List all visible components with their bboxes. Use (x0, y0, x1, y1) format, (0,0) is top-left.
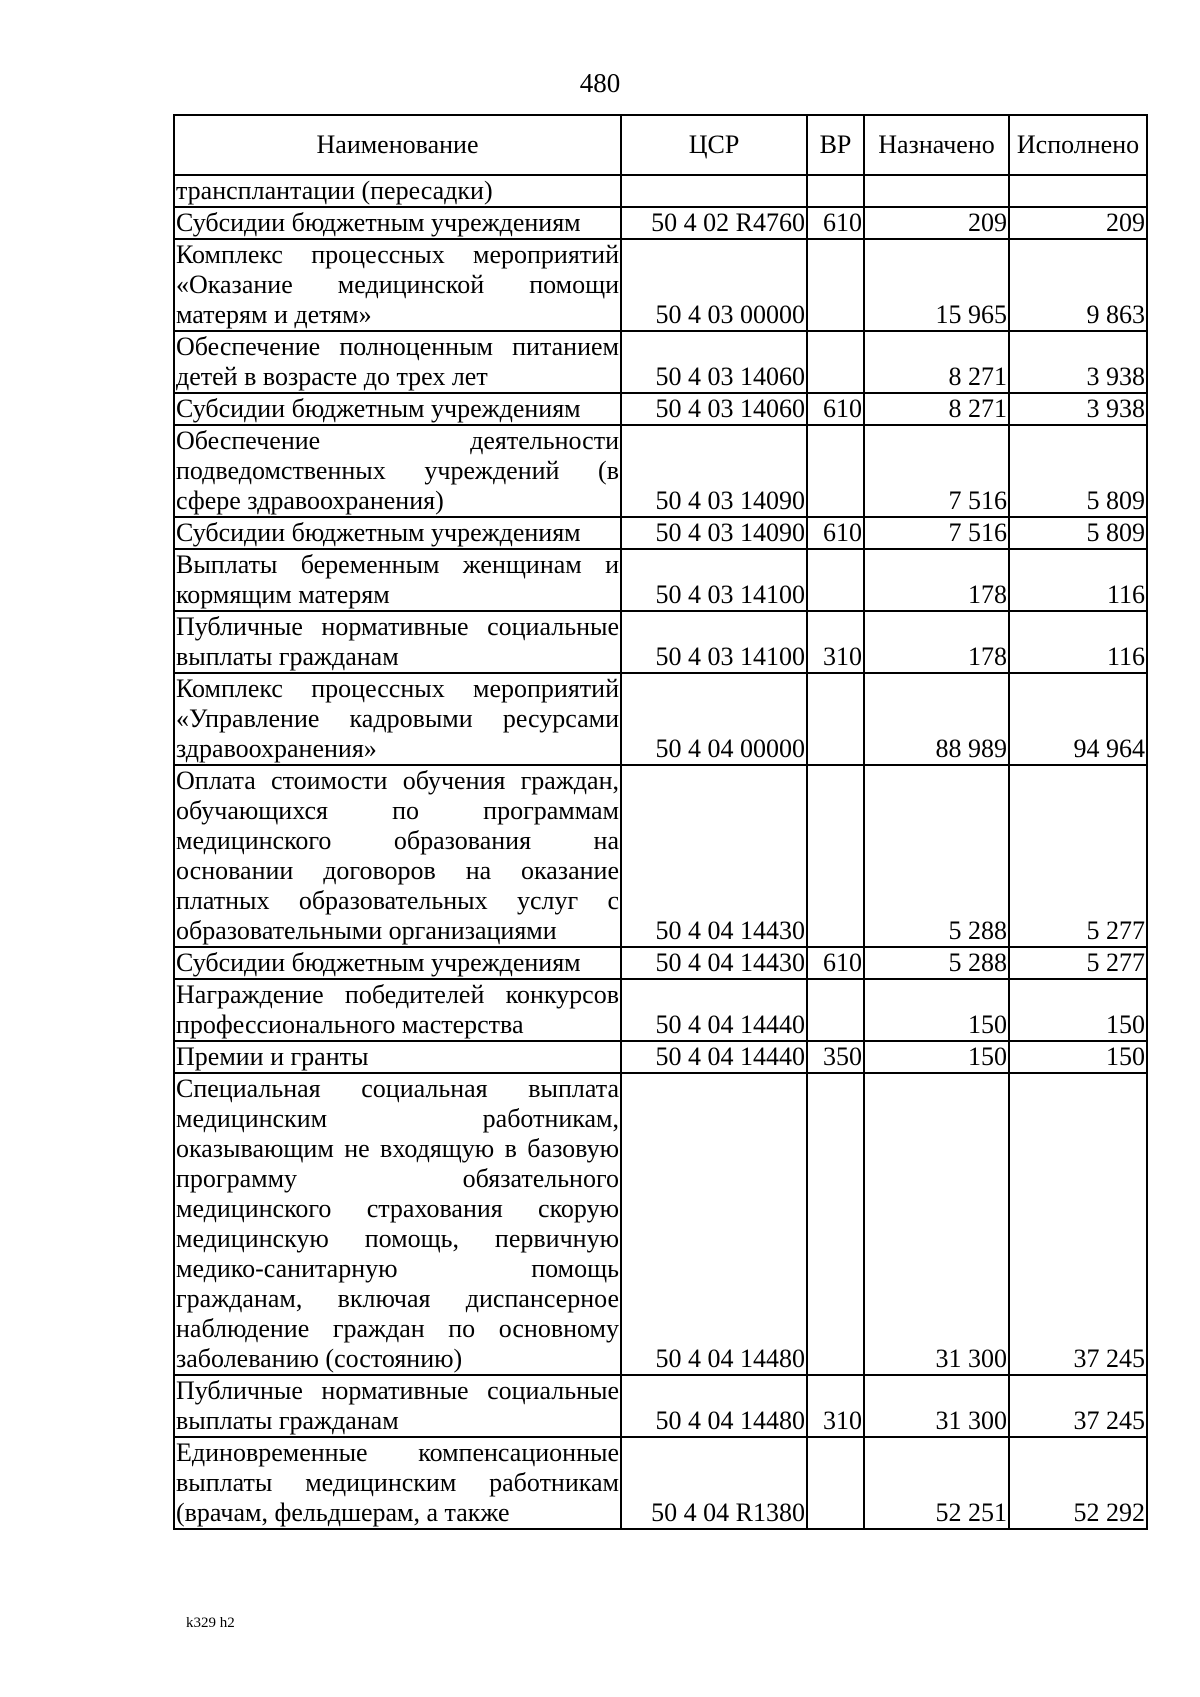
cell-executed: 94 964 (1009, 673, 1147, 765)
table-row (174, 517, 1147, 549)
table-header-row (174, 115, 1147, 175)
cell-vr: 310 (807, 611, 864, 673)
cell-planned: 5 288 (864, 947, 1009, 979)
cell-name: Субсидии бюджетным учреждениям (174, 393, 621, 425)
cell-executed: 52 292 (1009, 1437, 1147, 1529)
header-name: Наименование (174, 115, 621, 175)
cell-csr: 50 4 03 14060 (621, 393, 807, 425)
cell-csr: 50 4 02 R4760 (621, 207, 807, 239)
cell-csr: 50 4 03 14100 (621, 549, 807, 611)
cell-csr: 50 4 04 14430 (621, 765, 807, 947)
cell-name: Специальная социальная выплата медицинским работникам, оказывающим не входящую в базовую программу обязательного медицинского страхования скорую медицинскую помощь, первичную медико-санитарную помощь гражданам, включая диспансерное наблюдение граждан по основному заболеванию (состоянию) (176, 1074, 619, 1373)
cell-vr: 610 (807, 517, 864, 549)
cell-csr: 50 4 03 14090 (621, 517, 807, 549)
cell-vr (807, 1437, 864, 1529)
cell-planned: 5 288 (864, 765, 1009, 947)
cell-name: Комплекс процессных мероприятий «Оказание медицинской помощи матерям и детям» (176, 240, 619, 329)
cell-vr: 610 (807, 207, 864, 239)
table-row (174, 765, 1147, 947)
page-number: 480 (579, 68, 621, 98)
cell-planned: 88 989 (864, 673, 1009, 765)
cell-name: Субсидии бюджетным учреждениям (174, 947, 621, 979)
header-executed: Исполнено (1009, 115, 1147, 175)
table-row (174, 1437, 1147, 1529)
cell-executed: 37 245 (1009, 1073, 1147, 1375)
cell-name: Выплаты беременным женщинам и кормящим матерям (176, 550, 619, 609)
cell-name: Награждение победителей конкурсов профессионального мастерства (176, 980, 619, 1039)
cell-vr (807, 331, 864, 393)
cell-vr: 350 (807, 1041, 864, 1073)
cell-planned: 209 (864, 207, 1009, 239)
cell-planned: 150 (864, 979, 1009, 1041)
table-row (174, 611, 1147, 673)
cell-vr (807, 239, 864, 331)
cell-csr: 50 4 03 14100 (621, 611, 807, 673)
cell-executed: 150 (1009, 979, 1147, 1041)
cell-planned: 8 271 (864, 393, 1009, 425)
cell-csr: 50 4 03 00000 (621, 239, 807, 331)
cell-planned: 31 300 (864, 1375, 1009, 1437)
cell-planned: 8 271 (864, 331, 1009, 393)
cell-planned: 31 300 (864, 1073, 1009, 1375)
cell-name: Премии и гранты (174, 1041, 621, 1073)
cell-executed: 150 (1009, 1041, 1147, 1073)
cell-executed: 5 809 (1009, 425, 1147, 517)
cell-csr: 50 4 04 14440 (621, 979, 807, 1041)
cell-vr: 610 (807, 393, 864, 425)
table-row (174, 239, 1147, 331)
table-row (174, 331, 1147, 393)
table-row (174, 1375, 1147, 1437)
cell-csr: 50 4 04 00000 (621, 673, 807, 765)
cell-vr (807, 765, 864, 947)
table-row (174, 207, 1147, 239)
table-row (174, 947, 1147, 979)
cell-planned: 15 965 (864, 239, 1009, 331)
cell-executed: 5 809 (1009, 517, 1147, 549)
cell-vr (807, 425, 864, 517)
cell-vr (807, 673, 864, 765)
cell-csr: 50 4 04 14480 (621, 1375, 807, 1437)
cell-vr: 310 (807, 1375, 864, 1437)
cell-executed: 5 277 (1009, 765, 1147, 947)
cell-planned: 7 516 (864, 517, 1009, 549)
cell-executed: 116 (1009, 549, 1147, 611)
cell-name: Обеспечение деятельности подведомственных учреждений (в сфере здравоохранения) (176, 426, 619, 515)
cell-name: Оплата стоимости обучения граждан, обучающихся по программам медицинского образования на основании договоров на оказание платных образовательных услуг с образовательными организациями (176, 766, 619, 945)
cell-executed: 3 938 (1009, 393, 1147, 425)
cell-planned: 178 (864, 549, 1009, 611)
table-row (174, 549, 1147, 611)
cell-name: Единовременные компенсационные выплаты медицинским работникам (врачам, фельдшерам, а также (176, 1438, 619, 1527)
cell-csr: 50 4 04 R1380 (621, 1437, 807, 1529)
cell-csr: 50 4 04 14480 (621, 1073, 807, 1375)
cell-name: Публичные нормативные социальные выплаты гражданам (176, 1376, 619, 1435)
table-row (174, 1041, 1147, 1073)
cell-csr: 50 4 03 14090 (621, 425, 807, 517)
cell-executed: 209 (1009, 207, 1147, 239)
cell-name: Обеспечение полноценным питанием детей в возрасте до трех лет (176, 332, 619, 391)
cell-name: Субсидии бюджетным учреждениям (174, 207, 621, 239)
cell-planned (864, 175, 1009, 207)
budget-table (173, 114, 1148, 1530)
cell-name: Комплекс процессных мероприятий «Управление кадровыми ресурсами здравоохранения» (176, 674, 619, 763)
cell-csr (621, 175, 807, 207)
cell-vr (807, 175, 864, 207)
cell-planned: 150 (864, 1041, 1009, 1073)
cell-vr (807, 979, 864, 1041)
footer-code: k329 h2 (186, 1615, 235, 1631)
cell-planned: 178 (864, 611, 1009, 673)
header-csr: ЦСР (621, 115, 807, 175)
table-row (174, 425, 1147, 517)
cell-executed: 9 863 (1009, 239, 1147, 331)
cell-executed (1009, 175, 1147, 207)
table-row (174, 1073, 1147, 1375)
cell-name: трансплантации (пересадки) (174, 175, 621, 207)
cell-vr: 610 (807, 947, 864, 979)
cell-csr: 50 4 03 14060 (621, 331, 807, 393)
cell-name: Субсидии бюджетным учреждениям (174, 517, 621, 549)
header-planned: Назначено (864, 115, 1009, 175)
cell-planned: 7 516 (864, 425, 1009, 517)
cell-planned: 52 251 (864, 1437, 1009, 1529)
table-row (174, 175, 1147, 207)
cell-executed: 5 277 (1009, 947, 1147, 979)
table-row (174, 673, 1147, 765)
cell-executed: 116 (1009, 611, 1147, 673)
table-row (174, 979, 1147, 1041)
cell-executed: 3 938 (1009, 331, 1147, 393)
cell-vr (807, 1073, 864, 1375)
header-vr: ВР (807, 115, 864, 175)
cell-name: Публичные нормативные социальные выплаты гражданам (176, 612, 619, 671)
cell-csr: 50 4 04 14440 (621, 1041, 807, 1073)
cell-csr: 50 4 04 14430 (621, 947, 807, 979)
cell-executed: 37 245 (1009, 1375, 1147, 1437)
cell-vr (807, 549, 864, 611)
table-row (174, 393, 1147, 425)
